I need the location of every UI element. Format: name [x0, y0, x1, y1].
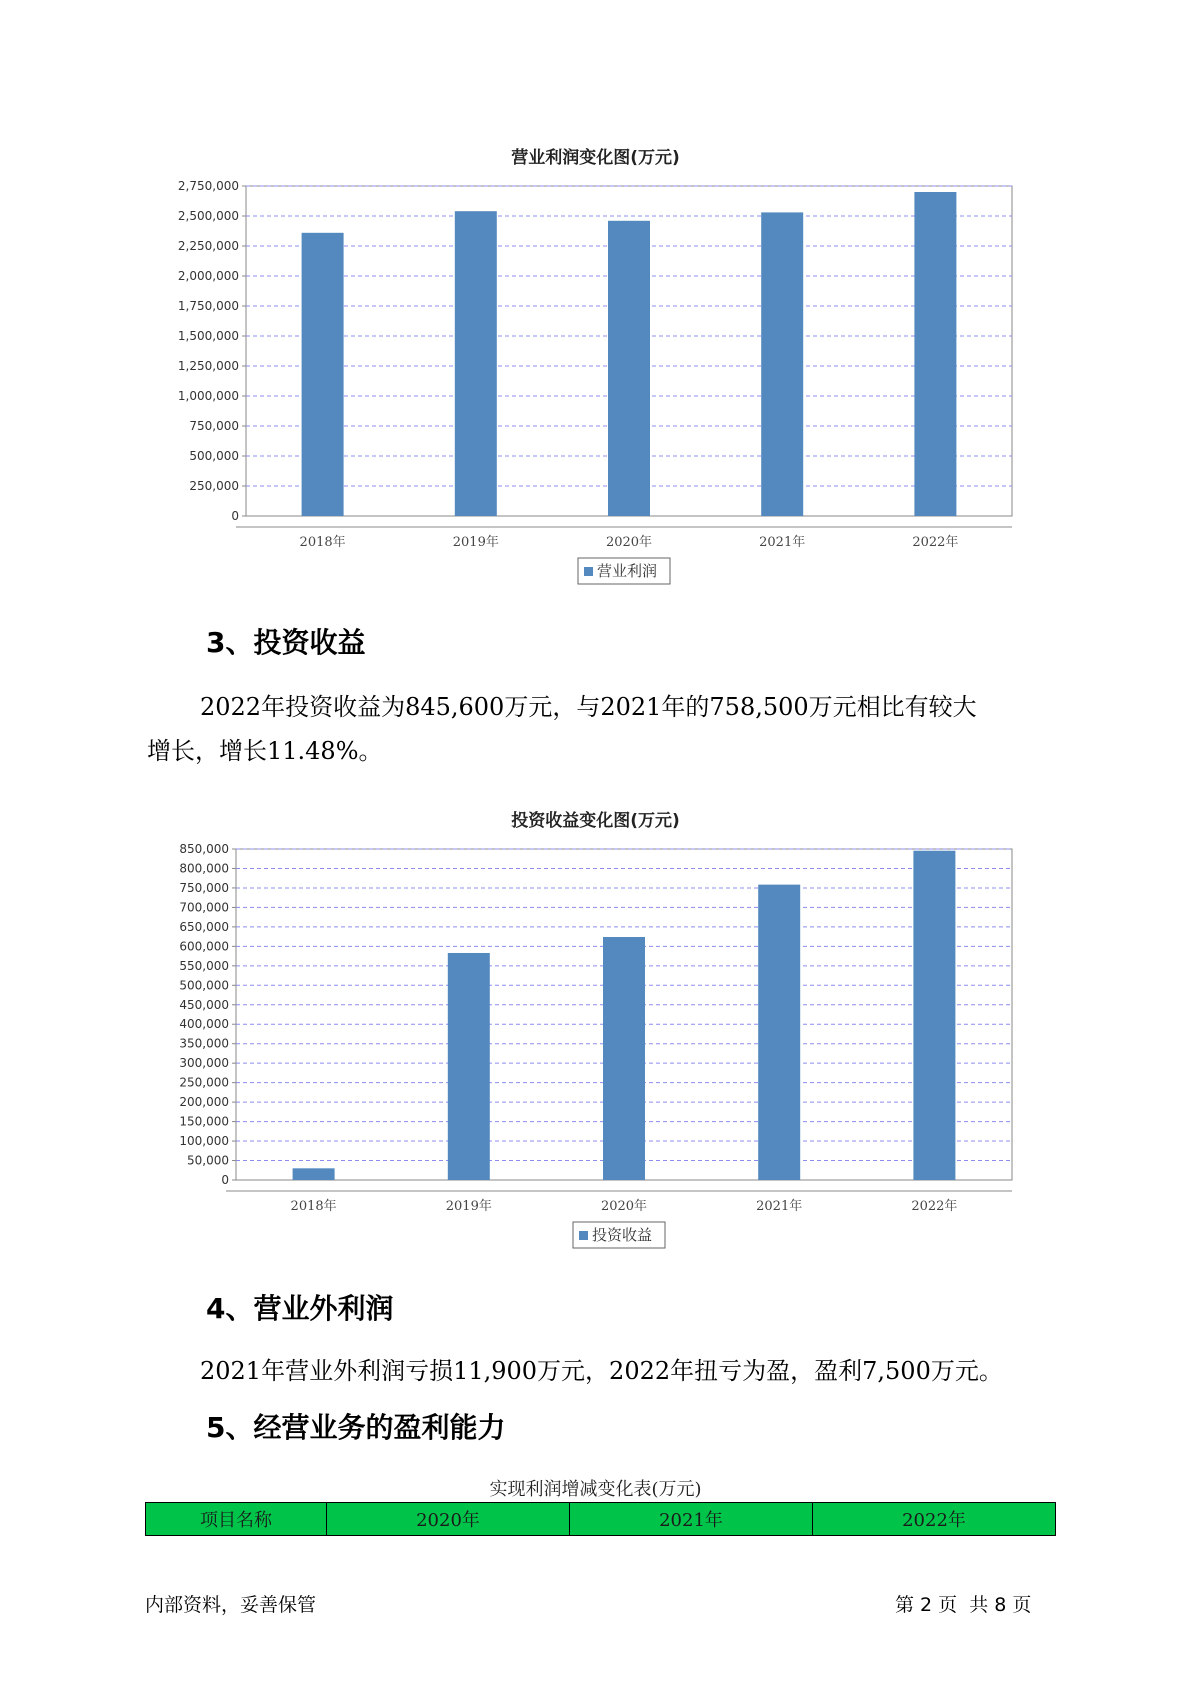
y-tick-label: 1,000,000 — [177, 389, 239, 403]
y-tick-label: 750,000 — [179, 880, 229, 895]
y-tick-label: 800,000 — [179, 861, 229, 876]
x-tick-label: 2020年 — [600, 1199, 648, 1214]
x-tick-label: 2019年 — [445, 1199, 492, 1214]
x-tick-label: 2018年 — [290, 1199, 337, 1214]
footer-confidential-note: 内部资料，妥善保管 — [145, 1594, 317, 1616]
x-tick-label: 2019年 — [452, 535, 499, 550]
x-tick-label: 2021年 — [759, 535, 806, 550]
y-tick-label: 850,000 — [179, 842, 229, 856]
y-tick-label: 2,500,000 — [177, 209, 239, 223]
chart-legend — [573, 1222, 665, 1248]
y-tick-label: 1,250,000 — [177, 359, 239, 373]
bar-2022年 — [914, 192, 956, 516]
y-tick-label: 50,000 — [187, 1153, 229, 1168]
section-5-heading: 5、经营业务的盈利能力 — [206, 1411, 506, 1444]
chart1-title: 营业利润变化图(万元) — [511, 148, 680, 168]
bar-2021年 — [761, 212, 803, 516]
y-tick-label: 350,000 — [179, 1036, 229, 1051]
y-tick-label: 0 — [221, 1173, 229, 1187]
x-tick-label: 2020年 — [605, 535, 653, 550]
legend-swatch — [584, 567, 593, 576]
legend-label: 营业利润 — [597, 562, 658, 580]
y-tick-label: 250,000 — [189, 479, 239, 493]
section-3-line-1: 2022年投资收益为845,600万元，与2021年的758,500万元相比有较大 — [200, 693, 977, 721]
x-tick-label: 2022年 — [911, 1199, 958, 1214]
y-tick-label: 450,000 — [179, 997, 229, 1012]
y-tick-label: 400,000 — [179, 1017, 229, 1032]
y-tick-label: 300,000 — [179, 1056, 229, 1071]
y-tick-label: 550,000 — [179, 958, 229, 973]
y-tick-label: 2,000,000 — [177, 269, 239, 283]
table-caption: 实现利润增减变化表(万元) — [489, 1479, 702, 1500]
table-header-2020: 2020年 — [327, 1503, 570, 1536]
table-header-2022: 2022年 — [813, 1503, 1056, 1536]
bar-2019年 — [448, 953, 490, 1180]
bar-2018年 — [293, 1168, 335, 1180]
y-tick-label: 500,000 — [179, 978, 229, 993]
y-tick-label: 250,000 — [179, 1075, 229, 1090]
section-3-heading: 3、投资收益 — [206, 626, 366, 659]
bar-2020年 — [603, 937, 645, 1180]
bar-2020年 — [608, 221, 650, 516]
y-tick-label: 200,000 — [179, 1095, 229, 1110]
table-header-row — [146, 1503, 1056, 1536]
y-tick-label: 1,750,000 — [177, 299, 239, 313]
chart-legend — [578, 558, 670, 584]
x-tick-label: 2018年 — [299, 535, 346, 550]
y-tick-label: 0 — [231, 509, 239, 523]
profit-change-table — [145, 1502, 1056, 1536]
legend-swatch — [579, 1231, 588, 1240]
chart2-title: 投资收益变化图(万元) — [511, 811, 680, 831]
section-3-line-2: 增长，增长11.48%。 — [147, 737, 383, 765]
y-tick-label: 750,000 — [189, 419, 239, 433]
y-tick-label: 700,000 — [179, 900, 229, 915]
table-header-2021: 2021年 — [570, 1503, 813, 1536]
investment-income-chart — [0, 835, 1191, 1255]
x-tick-label: 2021年 — [756, 1199, 803, 1214]
section-4-heading: 4、营业外利润 — [206, 1292, 394, 1325]
bar-2022年 — [913, 851, 955, 1180]
y-tick-label: 600,000 — [179, 939, 229, 954]
y-tick-label: 2,250,000 — [177, 239, 239, 253]
y-tick-label: 500,000 — [189, 449, 239, 463]
table-header-item-name: 项目名称 — [146, 1503, 327, 1536]
bar-2019年 — [455, 211, 497, 516]
operating-profit-chart — [0, 170, 1191, 590]
y-tick-label: 2,750,000 — [177, 179, 239, 193]
bar-2021年 — [758, 885, 800, 1180]
x-tick-label: 2022年 — [912, 535, 959, 550]
section-4-line-1: 2021年营业外利润亏损11,900万元，2022年扭亏为盈，盈利7,500万元。 — [200, 1357, 1003, 1385]
y-tick-label: 650,000 — [179, 919, 229, 934]
y-tick-label: 1,500,000 — [177, 329, 239, 343]
y-tick-label: 100,000 — [179, 1134, 229, 1149]
footer-page-number: 第 2 页 共 8 页 — [895, 1594, 1032, 1616]
bar-2018年 — [302, 233, 344, 516]
legend-label: 投资收益 — [592, 1226, 653, 1244]
y-tick-label: 150,000 — [179, 1114, 229, 1129]
